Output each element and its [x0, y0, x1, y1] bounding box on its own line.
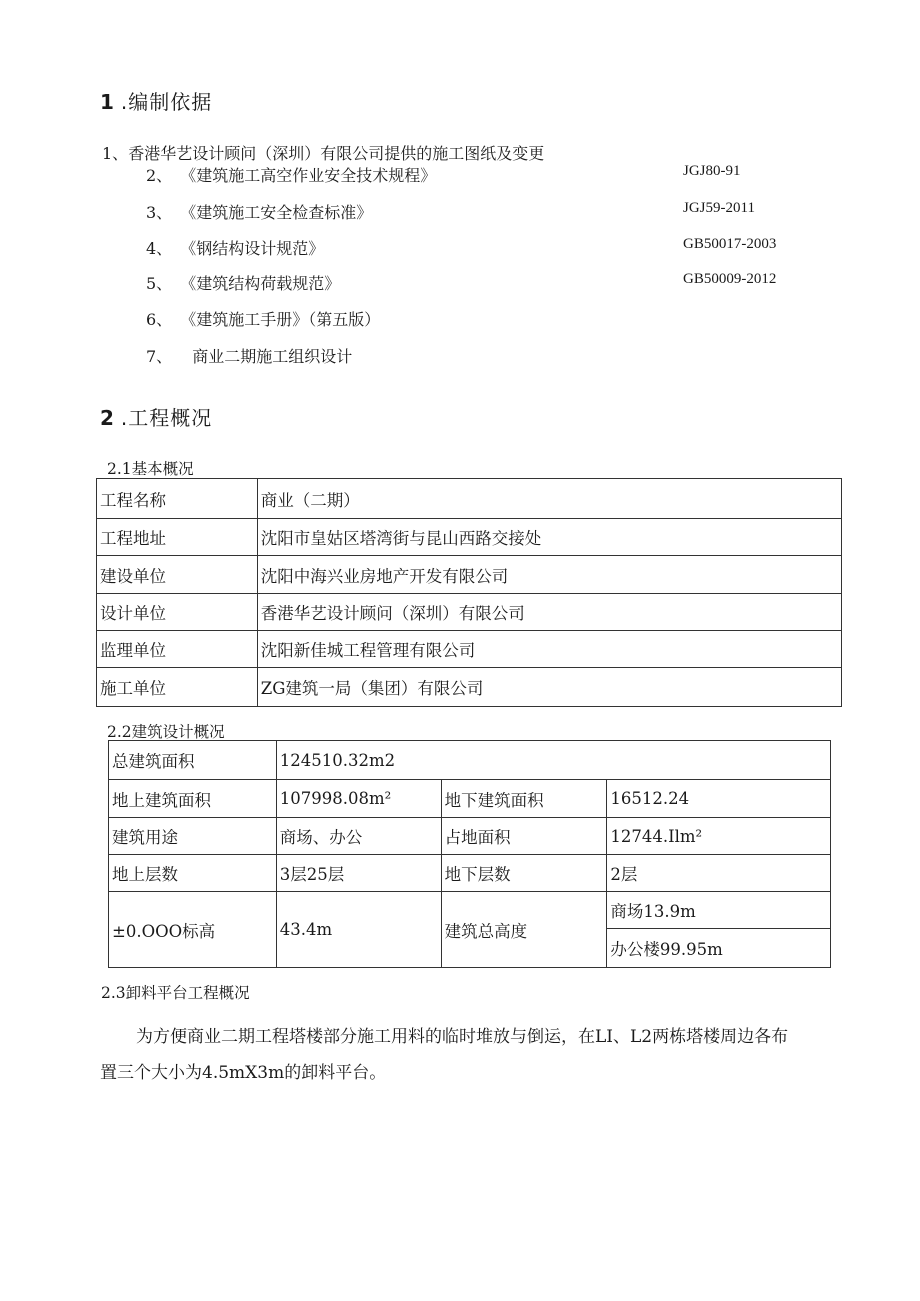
table-row	[109, 892, 831, 929]
table-value: 沈阳市皇姑区塔湾街与昆山西路交接处	[257, 519, 841, 556]
table-row	[109, 741, 831, 780]
table-label: ±0.OOO标高	[109, 892, 277, 968]
reference-item-text: 《建筑施工手册》（第五版）	[188, 310, 381, 329]
table-label: 地下层数	[441, 855, 607, 892]
reference-item-number: 7、	[146, 347, 173, 366]
table-value: 办公楼99.95m	[607, 929, 831, 968]
table-label: 地下建筑面积	[441, 780, 607, 818]
table-label: 总建筑面积	[109, 741, 277, 780]
reference-item-code: JGJ59-2011	[683, 200, 755, 216]
table-value: 16512.24	[607, 780, 831, 818]
table-label: 建设单位	[97, 556, 258, 594]
table-row	[97, 668, 842, 707]
section2-number: 2	[100, 406, 115, 430]
design-overview-table	[108, 740, 831, 968]
section1-title: .编制依据	[120, 90, 213, 114]
table-value: 43.4m	[276, 892, 441, 968]
reference-item-number: 6、	[146, 310, 173, 329]
table-value: 沈阳中海兴业房地产开发有限公司	[257, 556, 841, 594]
section2-heading	[100, 402, 212, 431]
reference-item-text: 商业二期施工组织设计	[192, 347, 353, 366]
table-label: 地上层数	[109, 855, 277, 892]
table-label: 设计单位	[97, 594, 258, 631]
reference-item-7	[146, 344, 352, 367]
table-label: 建筑总高度	[441, 892, 607, 968]
table-label: 工程名称	[97, 479, 258, 519]
table-row	[109, 818, 831, 855]
reference-item-text: 《钢结构设计规范》	[188, 239, 325, 258]
section2-title: .工程概况	[120, 406, 213, 430]
reference-item-number: 2、	[146, 166, 173, 185]
reference-item-2	[146, 163, 436, 186]
table-row	[97, 594, 842, 631]
subsection-2-1-title: 2.1基本概况	[107, 460, 194, 478]
subsection-2-2-title: 2.2建筑设计概况	[107, 723, 225, 741]
reference-item-6	[146, 307, 380, 330]
reference-item-5	[146, 271, 340, 294]
table-label: 施工单位	[97, 668, 258, 707]
reference-item-3	[146, 200, 372, 223]
reference-item-text: 《建筑施工安全检查标准》	[188, 203, 373, 222]
table-row	[97, 631, 842, 668]
reference-item-number: 5、	[146, 274, 173, 293]
table-row	[97, 479, 842, 519]
table-value: 香港华艺设计顾问（深圳）有限公司	[257, 594, 841, 631]
table-value: ZG建筑一局（集团）有限公司	[257, 668, 841, 707]
table-label: 工程地址	[97, 519, 258, 556]
table-row	[97, 519, 842, 556]
section1-number: 1	[100, 90, 115, 114]
reference-item-text: 香港华艺设计顾问（深圳）有限公司提供的施工图纸及变更	[128, 144, 545, 163]
table-label: 建筑用途	[109, 818, 277, 855]
table-value: 2层	[607, 855, 831, 892]
table-value: 124510.32m2	[276, 741, 830, 780]
section1-heading	[100, 86, 212, 115]
table-value: 商场13.9m	[607, 892, 831, 929]
reference-item-1	[102, 141, 544, 164]
reference-item-number: 3、	[146, 203, 173, 222]
reference-item-text: 《建筑结构荷载规范》	[188, 274, 341, 293]
table-row	[97, 556, 842, 594]
paragraph-line-2: 置三个大小为4.5mX3m的卸料平台。	[100, 1063, 387, 1083]
table-label: 占地面积	[441, 818, 607, 855]
basic-info-table	[96, 478, 842, 707]
table-value: 3层25层	[276, 855, 441, 892]
paragraph-line-1: 为方便商业二期工程塔楼部分施工用料的临时堆放与倒运，在LI、L2两栋塔楼周边各布	[136, 1027, 789, 1047]
reference-item-number: 1、	[102, 144, 129, 163]
reference-item-code: JGJ80-91	[683, 163, 741, 179]
reference-item-number: 4、	[146, 239, 173, 258]
table-value: 沈阳新佳城工程管理有限公司	[257, 631, 841, 668]
reference-item-text: 《建筑施工高空作业安全技术规程》	[188, 166, 437, 185]
platform-overview-paragraph	[100, 1019, 845, 1091]
table-label: 监理单位	[97, 631, 258, 668]
reference-item-4	[146, 236, 324, 259]
table-row	[109, 855, 831, 892]
reference-item-code: GB50009-2012	[683, 271, 777, 287]
table-label: 地上建筑面积	[109, 780, 277, 818]
table-value: 107998.08m²	[276, 780, 441, 818]
table-value: 12744.Ilm²	[607, 818, 831, 855]
subsection-2-3-title: 2.3卸料平台工程概况	[101, 984, 250, 1002]
table-value: 商业（二期）	[257, 479, 841, 519]
reference-item-code: GB50017-2003	[683, 236, 777, 252]
table-row	[109, 780, 831, 818]
table-value: 商场、办公	[276, 818, 441, 855]
